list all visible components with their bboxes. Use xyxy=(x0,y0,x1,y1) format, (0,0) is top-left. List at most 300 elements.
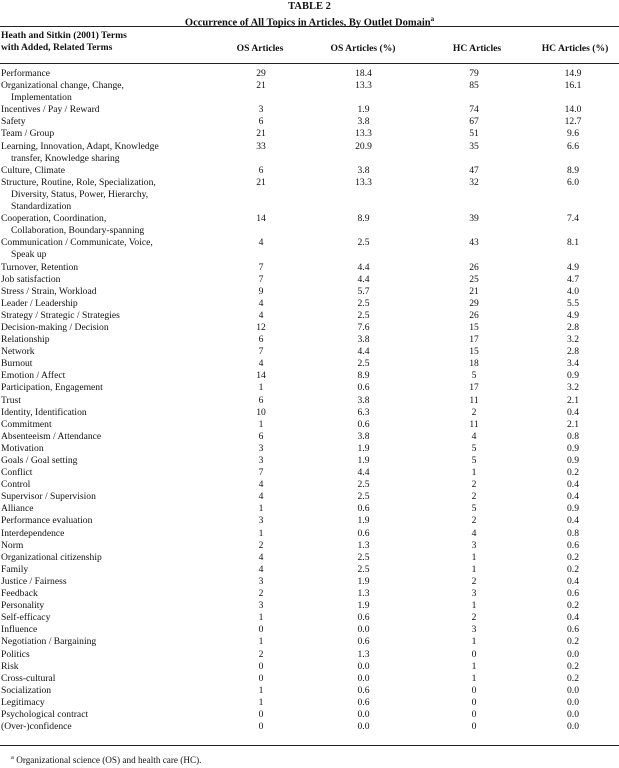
term-cell xyxy=(0,552,216,564)
hc-percent-cell: 3.2 xyxy=(567,334,579,346)
term-cell xyxy=(0,479,216,491)
term-line: Family xyxy=(1,563,29,575)
header-terms xyxy=(1,30,211,54)
table-row xyxy=(0,116,619,128)
os-articles-cell: 4 xyxy=(258,358,264,370)
os-percent-cell: 0.0 xyxy=(357,708,370,720)
table-row xyxy=(0,503,619,515)
os-articles-cell: 1 xyxy=(258,696,264,708)
table-row xyxy=(0,612,619,624)
hc-articles-cell: 32 xyxy=(469,176,479,188)
hc-articles-cell: 5 xyxy=(471,503,477,515)
os-percent-cell: 0.6 xyxy=(357,684,370,696)
term-line: Participation, Engagement xyxy=(1,382,103,394)
table-row xyxy=(0,564,619,576)
os-percent-cell: 3.8 xyxy=(357,164,370,176)
hc-percent-cell: 16.1 xyxy=(564,80,582,92)
term-continuation-line: Standardization xyxy=(11,201,72,213)
term-line: Stress / Strain, Workload xyxy=(1,285,97,297)
term-line: Relationship xyxy=(1,334,50,346)
term-cell xyxy=(0,262,216,274)
hc-articles-cell: 2 xyxy=(471,515,477,527)
term-line: Psychological contract xyxy=(1,708,89,720)
term-line: Structure, Routine, Role, Specialization, xyxy=(1,176,156,188)
os-percent-cell: 4.4 xyxy=(357,261,370,273)
term-cell xyxy=(0,588,216,600)
hc-articles-cell: 5 xyxy=(471,455,477,466)
table-title-text: Occurrence of All Topics in Articles, By Outlet Domain xyxy=(184,17,431,29)
hc-articles-cell: 51 xyxy=(469,128,479,140)
hc-percent-cell: 8.9 xyxy=(567,164,579,176)
table-row xyxy=(0,262,619,274)
hc-percent-cell: 0.6 xyxy=(567,539,579,551)
term-cell xyxy=(0,661,216,673)
footnote-marker: a xyxy=(11,754,14,761)
table-row xyxy=(0,213,619,237)
table-row xyxy=(0,528,619,540)
table-row xyxy=(0,491,619,503)
table-row xyxy=(0,467,619,479)
term-cell xyxy=(0,286,216,298)
os-percent-cell: 0.6 xyxy=(357,696,370,708)
os-articles-cell: 1 xyxy=(258,418,264,430)
os-percent-cell: 3.8 xyxy=(357,334,370,346)
os-percent-cell: 4.4 xyxy=(357,467,370,479)
term-cell xyxy=(0,116,216,128)
table-row xyxy=(0,455,619,467)
hc-percent-cell: 0.0 xyxy=(567,721,579,733)
hc-articles-cell: 1 xyxy=(471,551,477,563)
term-line: Supervisor / Supervision xyxy=(1,491,96,503)
hc-percent-cell: 2.8 xyxy=(567,321,579,333)
hc-articles-cell: 26 xyxy=(469,309,479,321)
hc-articles-cell: 11 xyxy=(469,418,479,430)
hc-articles-cell: 25 xyxy=(469,273,479,285)
header-os-percent: OS Articles (%) xyxy=(330,43,396,54)
os-percent-cell: 2.5 xyxy=(357,237,370,249)
hc-percent-cell: 3.4 xyxy=(567,358,579,370)
term-cell xyxy=(0,443,216,455)
term-line: Network xyxy=(1,346,35,358)
os-articles-cell: 3 xyxy=(258,515,264,527)
table-row xyxy=(0,721,619,733)
term-cell xyxy=(0,431,216,443)
os-percent-cell: 0.6 xyxy=(357,527,370,539)
os-articles-cell: 1 xyxy=(258,382,264,394)
term-line: Goals / Goal setting xyxy=(1,455,78,466)
term-cell xyxy=(0,213,216,237)
header-hc-articles: HC Articles xyxy=(452,43,502,54)
term-line: Team / Group xyxy=(1,128,55,140)
term-cell xyxy=(0,358,216,370)
hc-percent-cell: 0.0 xyxy=(567,684,579,696)
hc-articles-cell: 18 xyxy=(469,358,479,370)
os-percent-cell: 0.6 xyxy=(357,418,370,430)
hc-percent-cell: 0.8 xyxy=(567,527,579,539)
term-cell xyxy=(0,104,216,116)
table-row xyxy=(0,661,619,673)
term-line: Personality xyxy=(1,600,45,612)
os-percent-cell: 18.4 xyxy=(355,68,372,79)
term-continuation-line: Collaboration, Boundary-spanning xyxy=(11,225,145,237)
header-terms-line2: with Added, Related Terms xyxy=(1,42,113,53)
hc-percent-cell: 14.9 xyxy=(564,68,582,79)
term-cell xyxy=(0,709,216,721)
table-row xyxy=(0,479,619,491)
os-articles-cell: 21 xyxy=(256,176,266,188)
hc-percent-cell: 0.4 xyxy=(567,515,579,527)
term-cell xyxy=(0,274,216,286)
hc-percent-cell: 14.0 xyxy=(564,104,582,116)
os-percent-cell: 0.6 xyxy=(357,612,370,624)
hc-articles-cell: 15 xyxy=(469,321,479,333)
hc-percent-cell: 0.0 xyxy=(567,696,579,708)
table-row xyxy=(0,141,619,165)
hc-articles-cell: 2 xyxy=(471,612,477,624)
hc-articles-cell: 3 xyxy=(471,588,477,600)
term-line: Performance xyxy=(1,68,51,79)
os-percent-cell: 6.3 xyxy=(357,406,370,418)
hc-articles-cell: 17 xyxy=(469,334,479,346)
term-cell xyxy=(0,68,216,80)
term-line: Job satisfaction xyxy=(1,273,61,285)
term-cell xyxy=(0,128,216,140)
hc-articles-cell: 79 xyxy=(469,68,479,79)
hc-articles-cell: 29 xyxy=(469,297,479,309)
term-cell xyxy=(0,455,216,467)
hc-articles-cell: 74 xyxy=(469,104,479,116)
os-percent-cell: 1.9 xyxy=(357,515,370,527)
term-cell xyxy=(0,673,216,685)
os-articles-cell: 7 xyxy=(258,346,264,358)
term-cell xyxy=(0,370,216,382)
hc-articles-cell: 1 xyxy=(471,672,477,684)
term-line: Conflict xyxy=(1,467,33,479)
term-line: Absenteeism / Attendance xyxy=(1,430,102,442)
hc-percent-cell: 0.9 xyxy=(567,455,579,466)
table-row xyxy=(0,649,619,661)
os-percent-cell: 2.5 xyxy=(357,563,370,575)
os-articles-cell: 33 xyxy=(256,140,266,152)
table-row xyxy=(0,128,619,140)
os-percent-cell: 1.3 xyxy=(357,648,370,660)
hc-articles-cell: 0 xyxy=(471,696,477,708)
term-cell xyxy=(0,334,216,346)
os-articles-cell: 6 xyxy=(258,116,264,128)
os-percent-cell: 1.9 xyxy=(357,104,370,116)
term-cell xyxy=(0,515,216,527)
hc-articles-cell: 1 xyxy=(471,600,477,612)
hc-articles-cell: 0 xyxy=(471,684,477,696)
hc-articles-cell: 2 xyxy=(471,491,477,503)
os-percent-cell: 3.8 xyxy=(357,394,370,406)
term-line: Safety xyxy=(1,116,26,128)
term-line: Burnout xyxy=(1,358,33,370)
table-row xyxy=(0,165,619,177)
term-cell xyxy=(0,298,216,310)
term-cell xyxy=(0,491,216,503)
os-percent-cell: 4.4 xyxy=(357,346,370,358)
os-articles-cell: 14 xyxy=(256,213,266,225)
os-articles-cell: 7 xyxy=(258,467,264,479)
table-row xyxy=(0,685,619,697)
table-row xyxy=(0,709,619,721)
os-percent-cell: 7.6 xyxy=(357,321,370,333)
term-line: Performance evaluation xyxy=(1,515,93,527)
term-line: Strategy / Strategic / Strategies xyxy=(1,309,120,321)
table-row xyxy=(0,431,619,443)
term-cell xyxy=(0,503,216,515)
hc-articles-cell: 2 xyxy=(471,575,477,587)
hc-percent-cell: 6.6 xyxy=(567,140,579,152)
term-cell xyxy=(0,612,216,624)
os-articles-cell: 4 xyxy=(258,563,264,575)
hc-percent-cell: 0.4 xyxy=(567,491,579,503)
os-articles-cell: 1 xyxy=(258,503,264,515)
term-cell xyxy=(0,165,216,177)
os-percent-cell: 5.7 xyxy=(357,285,370,297)
os-percent-cell: 1.3 xyxy=(357,588,370,600)
hc-percent-cell: 0.6 xyxy=(567,624,579,636)
term-line: Trust xyxy=(1,394,21,406)
table-row xyxy=(0,334,619,346)
term-cell xyxy=(0,395,216,407)
os-articles-cell: 21 xyxy=(256,80,266,92)
hc-percent-cell: 4.7 xyxy=(567,273,579,285)
term-continuation-line: Implementation xyxy=(11,92,72,104)
footnote-text: Organizational science (OS) and health care (HC). xyxy=(16,755,202,766)
os-articles-cell: 10 xyxy=(256,406,266,418)
data-table xyxy=(0,68,619,733)
term-line: Self-efficacy xyxy=(1,612,51,624)
table-row xyxy=(0,80,619,104)
table-row xyxy=(0,395,619,407)
os-articles-cell: 4 xyxy=(258,551,264,563)
os-percent-cell: 13.3 xyxy=(355,128,372,140)
header-rule xyxy=(0,63,619,64)
table-title xyxy=(0,13,619,30)
table-row xyxy=(0,552,619,564)
term-line: Identity, Identification xyxy=(1,406,87,418)
table-row xyxy=(0,515,619,527)
os-percent-cell: 20.9 xyxy=(355,140,372,152)
os-articles-cell: 2 xyxy=(258,539,264,551)
term-line: Turnover, Retention xyxy=(1,261,79,273)
hc-articles-cell: 1 xyxy=(471,467,477,479)
term-cell xyxy=(0,80,216,104)
os-articles-cell: 1 xyxy=(258,612,264,624)
hc-percent-cell: 0.0 xyxy=(567,648,579,660)
term-line: Negotiation / Bargaining xyxy=(1,636,97,648)
os-articles-cell: 2 xyxy=(258,588,264,600)
os-articles-cell: 0 xyxy=(258,708,264,720)
term-line: Organizational citizenship xyxy=(1,551,102,563)
term-line: Socialization xyxy=(1,684,52,696)
hc-articles-cell: 11 xyxy=(469,394,479,406)
hc-percent-cell: 0.0 xyxy=(567,708,579,720)
term-line: Justice / Fairness xyxy=(1,575,67,587)
term-continuation-line: Speak up xyxy=(11,249,47,261)
table-row xyxy=(0,177,619,213)
hc-articles-cell: 2 xyxy=(471,406,477,418)
os-articles-cell: 14 xyxy=(256,370,266,382)
title-note-marker: a xyxy=(430,15,435,23)
table-row xyxy=(0,68,619,80)
term-line: Communication / Communicate, Voice, xyxy=(1,237,153,249)
os-percent-cell: 0.6 xyxy=(357,382,370,394)
hc-percent-cell: 0.4 xyxy=(567,479,579,491)
os-percent-cell: 1.9 xyxy=(357,442,370,454)
hc-percent-cell: 0.2 xyxy=(567,551,579,563)
term-line: Commitment xyxy=(1,418,52,430)
term-line: Influence xyxy=(1,624,38,636)
bottom-rule xyxy=(0,745,619,746)
os-articles-cell: 0 xyxy=(258,660,264,672)
hc-articles-cell: 3 xyxy=(471,539,477,551)
header-terms-line1: Heath and Sitkin (2001) Terms xyxy=(1,30,127,41)
term-cell xyxy=(0,649,216,661)
table-row xyxy=(0,443,619,455)
term-line: Organizational change, Change, xyxy=(1,80,124,92)
table-row xyxy=(0,310,619,322)
term-line: Emotion / Affect xyxy=(1,370,66,382)
hc-articles-cell: 67 xyxy=(469,116,479,128)
header-os-articles: OS Articles xyxy=(236,43,284,54)
hc-articles-cell: 3 xyxy=(471,624,477,636)
table-row xyxy=(0,346,619,358)
os-percent-cell: 3.8 xyxy=(357,116,370,128)
hc-articles-cell: 26 xyxy=(469,261,479,273)
table-row xyxy=(0,673,619,685)
table-row xyxy=(0,298,619,310)
hc-articles-cell: 1 xyxy=(471,563,477,575)
term-cell xyxy=(0,624,216,636)
hc-percent-cell: 0.2 xyxy=(567,672,579,684)
os-percent-cell: 8.9 xyxy=(357,213,370,225)
hc-percent-cell: 0.2 xyxy=(567,563,579,575)
hc-percent-cell: 9.6 xyxy=(567,128,579,140)
os-articles-cell: 3 xyxy=(258,600,264,612)
os-percent-cell: 2.5 xyxy=(357,479,370,491)
term-line: Feedback xyxy=(1,588,38,600)
hc-articles-cell: 17 xyxy=(469,382,479,394)
term-cell xyxy=(0,721,216,733)
hc-percent-cell: 8.1 xyxy=(567,237,579,249)
table-row xyxy=(0,600,619,612)
term-line: Incentives / Pay / Reward xyxy=(1,104,100,116)
os-articles-cell: 3 xyxy=(258,104,264,116)
term-line: Decision-making / Decision xyxy=(1,321,109,333)
hc-articles-cell: 0 xyxy=(471,648,477,660)
term-line: Cross-cultural xyxy=(1,672,56,684)
term-continuation-line: transfer, Knowledge sharing xyxy=(11,152,120,164)
term-cell xyxy=(0,310,216,322)
term-line: Motivation xyxy=(1,442,44,454)
term-line: Interdependence xyxy=(1,527,65,539)
table-label: TABLE 2 xyxy=(288,1,331,12)
term-line: Leader / Leadership xyxy=(1,297,78,309)
term-line: Culture, Climate xyxy=(1,164,65,176)
hc-percent-cell: 0.2 xyxy=(567,660,579,672)
hc-percent-cell: 12.7 xyxy=(564,116,582,128)
hc-articles-cell: 1 xyxy=(471,660,477,672)
os-percent-cell: 0.6 xyxy=(357,636,370,648)
term-cell xyxy=(0,382,216,394)
hc-percent-cell: 3.2 xyxy=(567,382,579,394)
term-cell xyxy=(0,636,216,648)
hc-percent-cell: 5.5 xyxy=(567,297,579,309)
hc-percent-cell: 2.1 xyxy=(567,418,579,430)
hc-articles-cell: 47 xyxy=(469,164,479,176)
hc-percent-cell: 0.9 xyxy=(567,370,579,382)
os-percent-cell: 2.5 xyxy=(357,551,370,563)
hc-percent-cell: 7.4 xyxy=(567,213,579,225)
hc-percent-cell: 4.9 xyxy=(567,261,579,273)
hc-articles-cell: 2 xyxy=(471,479,477,491)
top-rule xyxy=(0,26,619,27)
hc-articles-cell: 5 xyxy=(471,442,477,454)
hc-articles-cell: 21 xyxy=(469,285,479,297)
os-percent-cell: 0.0 xyxy=(357,660,370,672)
table-row xyxy=(0,382,619,394)
term-line: Cooperation, Coordination, xyxy=(1,213,107,225)
os-articles-cell: 4 xyxy=(258,309,264,321)
table-row xyxy=(0,588,619,600)
os-articles-cell: 1 xyxy=(258,527,264,539)
hc-articles-cell: 4 xyxy=(471,430,477,442)
term-cell xyxy=(0,346,216,358)
term-cell xyxy=(0,576,216,588)
hc-percent-cell: 0.8 xyxy=(567,430,579,442)
table-row xyxy=(0,322,619,334)
term-cell xyxy=(0,237,216,261)
os-articles-cell: 6 xyxy=(258,394,264,406)
term-cell xyxy=(0,697,216,709)
hc-percent-cell: 4.0 xyxy=(567,285,579,297)
os-articles-cell: 6 xyxy=(258,164,264,176)
os-percent-cell: 0.0 xyxy=(357,672,370,684)
table-row xyxy=(0,419,619,431)
hc-percent-cell: 2.1 xyxy=(567,394,579,406)
term-cell xyxy=(0,600,216,612)
term-cell xyxy=(0,528,216,540)
os-percent-cell: 0.0 xyxy=(357,721,370,733)
os-articles-cell: 9 xyxy=(258,285,264,297)
os-articles-cell: 4 xyxy=(258,479,264,491)
os-articles-cell: 3 xyxy=(258,575,264,587)
os-articles-cell: 6 xyxy=(258,430,264,442)
os-percent-cell: 1.9 xyxy=(357,600,370,612)
os-percent-cell: 2.5 xyxy=(357,358,370,370)
hc-percent-cell: 6.0 xyxy=(567,176,579,188)
hc-percent-cell: 0.4 xyxy=(567,575,579,587)
table-row xyxy=(0,407,619,419)
term-continuation-line: Diversity, Status, Power, Hierarchy, xyxy=(11,188,149,200)
table-footnote xyxy=(11,752,201,766)
hc-percent-cell: 0.2 xyxy=(567,636,579,648)
hc-articles-cell: 85 xyxy=(469,80,479,92)
os-percent-cell: 2.5 xyxy=(357,491,370,503)
os-articles-cell: 29 xyxy=(256,68,266,79)
table-row xyxy=(0,540,619,552)
hc-articles-cell: 39 xyxy=(469,213,479,225)
table-body xyxy=(0,68,619,733)
hc-articles-cell: 43 xyxy=(469,237,479,249)
table-row xyxy=(0,237,619,261)
term-cell xyxy=(0,407,216,419)
term-line: Norm xyxy=(1,539,24,551)
os-articles-cell: 6 xyxy=(258,334,264,346)
